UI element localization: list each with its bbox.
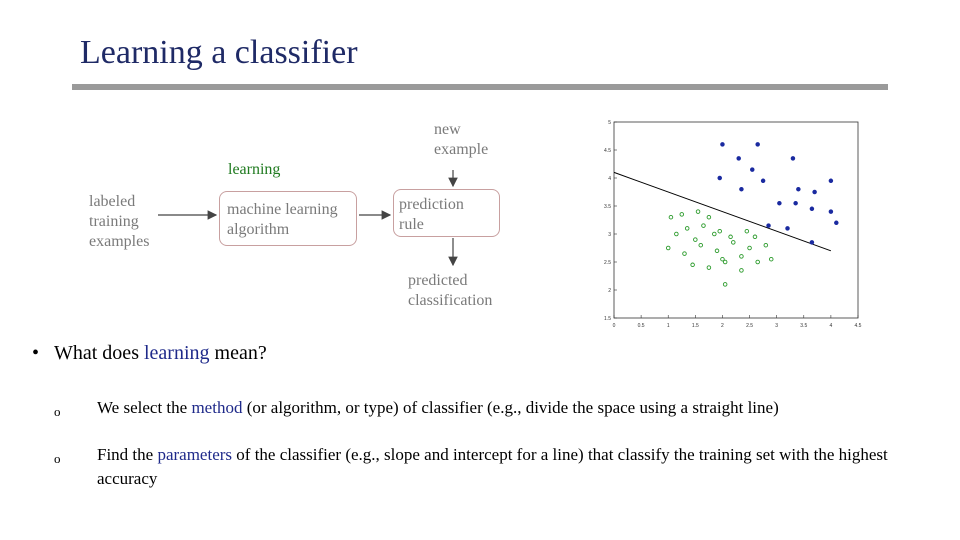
class-a-point <box>810 241 814 245</box>
class-b-point <box>707 215 711 219</box>
title-underline <box>72 84 888 90</box>
x-tick-label: 1 <box>666 323 670 329</box>
class-a-point <box>721 143 725 147</box>
class-a-point <box>835 221 839 225</box>
algorithm-label <box>227 200 338 240</box>
x-tick-label: 2.5 <box>746 323 754 329</box>
new-label-line1: new <box>434 121 461 138</box>
pred-label-line1: predicted <box>408 272 468 289</box>
y-tick-label: 3.5 <box>604 204 611 210</box>
learning-flow-diagram <box>85 115 515 325</box>
bullet-marker: • <box>32 342 40 364</box>
class-b-point <box>675 232 679 236</box>
x-tick-label: 3 <box>775 323 779 329</box>
class-a-point <box>797 187 801 191</box>
bullet-text-pre: What does <box>54 342 144 364</box>
class-a-point <box>778 201 782 205</box>
class-a-point <box>829 179 833 183</box>
sub-bullet-text <box>97 443 907 491</box>
class-a-point <box>756 143 760 147</box>
x-tick-label: 4 <box>829 323 833 329</box>
class-b-point <box>723 283 727 287</box>
class-b-point <box>707 266 711 270</box>
class-a-point <box>794 201 798 205</box>
y-tick-label: 4.5 <box>604 148 611 154</box>
y-tick-label: 5 <box>608 120 611 126</box>
y-tick-label: 3 <box>608 232 611 238</box>
rule-label-line2: rule <box>399 216 424 233</box>
x-tick-label: 0 <box>612 323 616 329</box>
algorithm-label-line2: algorithm <box>227 221 290 238</box>
scatter-plot <box>596 118 868 330</box>
new-example-label <box>434 120 488 160</box>
sub2-post: of the classifier (e.g., slope and intercept for a line) that classify the training set with the highest accuracy <box>97 445 888 488</box>
class-a-point <box>810 207 814 211</box>
class-b-point <box>729 235 733 239</box>
class-b-point <box>666 246 670 250</box>
sub1-post: (or algorithm, or type) of classifier (e.g., divide the space using a straight line) <box>242 398 779 417</box>
class-a-point <box>786 227 790 231</box>
class-a-point <box>740 187 744 191</box>
sub-bullet-text <box>97 396 907 420</box>
class-b-point <box>685 227 689 231</box>
class-b-point <box>715 249 719 253</box>
sub1-highlight: method <box>191 398 243 417</box>
class-b-point <box>723 260 727 264</box>
class-b-point <box>756 260 760 264</box>
class-b-point <box>699 243 703 247</box>
class-b-point <box>713 232 717 236</box>
bullet-text-post: mean? <box>209 342 267 364</box>
class-b-point <box>718 229 722 233</box>
x-tick-label: 1.5 <box>691 323 699 329</box>
class-a-point <box>767 224 771 228</box>
bullet-highlight: learning <box>143 342 210 364</box>
x-tick-label: 3.5 <box>800 323 808 329</box>
sub2-highlight: parameters <box>157 445 233 464</box>
y-tick-label: 1.5 <box>604 316 611 322</box>
y-tick-label: 2 <box>608 288 611 294</box>
class-a-point <box>829 210 833 214</box>
learning-label: learning <box>228 161 281 178</box>
class-a-point <box>791 157 795 161</box>
sub1-pre: We select the <box>97 398 192 417</box>
predicted-classification-label <box>408 271 492 311</box>
class-b-point <box>694 238 698 242</box>
input-label-line2: training <box>89 213 139 230</box>
class-a-point <box>737 157 741 161</box>
class-b-point <box>740 255 744 259</box>
class-b-point <box>745 229 749 233</box>
sub-bullet-marker: o <box>54 404 61 419</box>
pred-label-line2: classification <box>408 292 493 309</box>
x-tick-label: 0.5 <box>637 323 645 329</box>
class-b-point <box>683 252 687 256</box>
input-label-line1: labeled <box>89 193 136 210</box>
algorithm-label-line1: machine learning <box>227 201 338 218</box>
class-b-point <box>764 243 768 247</box>
class-b-point <box>740 269 744 273</box>
class-b-point <box>691 263 695 267</box>
new-label-line2: example <box>434 141 489 158</box>
y-tick-label: 2.5 <box>604 260 611 266</box>
x-tick-label: 4.5 <box>854 323 862 329</box>
sub-bullet-marker: o <box>54 451 61 466</box>
slide-title: Learning a classifier <box>80 34 358 71</box>
class-b-point <box>748 246 752 250</box>
class-a-point <box>813 190 817 194</box>
x-tick-label: 2 <box>721 323 724 329</box>
input-label <box>89 192 149 252</box>
class-b-point <box>769 257 773 261</box>
rule-label-line1: prediction <box>399 196 464 213</box>
input-label-line3: examples <box>89 233 150 250</box>
class-b-point <box>753 235 757 239</box>
class-a-point <box>761 179 765 183</box>
bullet-what-does-learning-mean <box>32 342 267 365</box>
sub2-pre: Find the <box>97 445 158 464</box>
class-b-point <box>702 224 706 228</box>
y-tick-label: 4 <box>608 176 611 182</box>
class-b-point <box>731 241 735 245</box>
decision-boundary-line <box>614 172 831 250</box>
class-b-point <box>680 213 684 217</box>
class-b-point <box>696 210 700 214</box>
class-a-point <box>750 168 754 172</box>
plot-frame <box>614 122 858 318</box>
prediction-rule-label <box>399 195 464 235</box>
class-a-point <box>718 176 722 180</box>
class-b-point <box>669 215 673 219</box>
